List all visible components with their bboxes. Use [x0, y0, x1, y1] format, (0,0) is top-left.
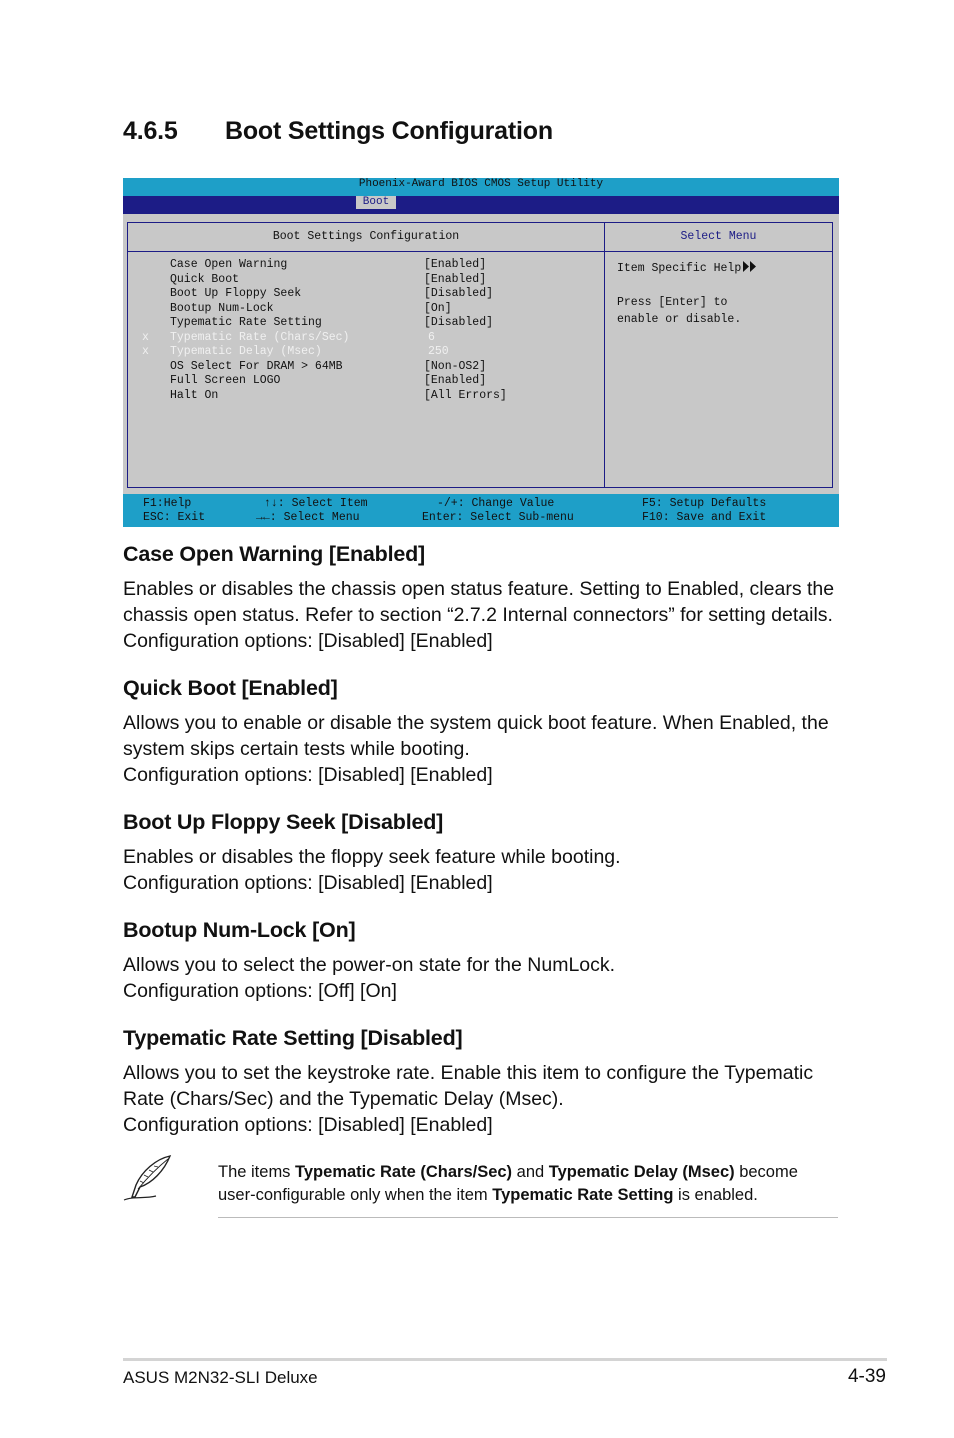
description-line: Enables or disables the chassis open status feature. Setting to Enabled, clears the	[123, 578, 835, 600]
description-line: Enables or disables the floppy seek feature while booting.	[123, 846, 621, 868]
setting-value: [All Errors]	[424, 388, 507, 402]
setting-value: 6	[428, 330, 435, 344]
setting-row-full-screen-logo[interactable]	[128, 374, 604, 389]
help-text	[617, 260, 827, 328]
setting-value: [Non-OS2]	[424, 359, 487, 373]
setting-row-floppy-seek[interactable]	[128, 287, 604, 302]
note-term: Typematic Rate Setting	[492, 1186, 674, 1204]
note-text-part: become user-configurable only when the item	[218, 1163, 798, 1204]
section-heading	[123, 117, 553, 146]
bios-divider-vertical	[604, 223, 605, 487]
help-line: enable or disable.	[617, 313, 742, 326]
note-text	[218, 1161, 838, 1207]
description-line: system skips certain tests while booting.	[123, 738, 470, 760]
setting-disabled-marker: x	[142, 330, 149, 344]
item-description-typematic-rate-setting	[123, 1060, 843, 1138]
footer-page-number: 4-39	[847, 1366, 886, 1387]
setting-value: [Enabled]	[424, 258, 487, 271]
setting-row-num-lock[interactable]	[128, 302, 604, 317]
bios-title-bar: Phoenix-Award BIOS CMOS Setup Utility	[123, 178, 839, 196]
setting-label: OS Select For DRAM > 64MB	[170, 359, 343, 373]
bios-body	[123, 214, 839, 494]
section-number: 4.6.5	[123, 117, 178, 145]
setting-label: Quick Boot	[170, 272, 240, 286]
setting-value: [Disabled]	[424, 316, 494, 329]
setting-label: Typematic Rate Setting	[170, 316, 322, 329]
setting-label: Case Open Warning	[170, 258, 288, 271]
setting-value: [Enabled]	[424, 272, 487, 286]
help-line: Press [Enter] to	[617, 296, 728, 309]
item-description-quick-boot	[123, 710, 843, 788]
item-heading-floppy-seek: Boot Up Floppy Seek [Disabled]	[123, 810, 444, 834]
item-description-num-lock	[123, 952, 843, 1004]
setting-label: Halt On	[170, 388, 219, 402]
item-heading-num-lock: Bootup Num-Lock [On]	[123, 918, 356, 942]
key-change-value: -/+: Change Value	[437, 497, 555, 510]
description-line: Configuration options: [Disabled] [Enabled]	[123, 1114, 493, 1136]
settings-list	[128, 258, 604, 403]
item-heading-typematic-rate-setting: Typematic Rate Setting [Disabled]	[123, 1026, 463, 1050]
help-heading: Item Specific Help	[617, 262, 742, 275]
item-heading-case-open-warning: Case Open Warning [Enabled]	[123, 542, 426, 566]
setting-row-halt-on[interactable]	[128, 389, 604, 404]
key-f10-save-exit: F10: Save and Exit	[642, 511, 767, 524]
item-description-floppy-seek	[123, 844, 843, 896]
key-select-submenu: Enter: Select Sub-menu	[422, 511, 574, 524]
bios-menu-bar	[123, 196, 839, 214]
setting-row-os-select[interactable]	[128, 360, 604, 375]
bios-key-legend	[123, 494, 839, 527]
setting-value: [Disabled]	[424, 287, 494, 300]
footer-product-name: ASUS M2N32-SLI Deluxe	[123, 1368, 318, 1387]
note-text-part: The items	[218, 1163, 296, 1181]
footer-rule	[123, 1358, 887, 1361]
description-line: Configuration options: [Off] [On]	[123, 980, 397, 1002]
description-line: Configuration options: [Disabled] [Enabled]	[123, 872, 493, 894]
description-line: chassis open status. Refer to section “2.7.2 Internal connectors” for setting details.	[123, 604, 833, 626]
setting-label: Boot Up Floppy Seek	[170, 287, 302, 300]
setting-label: Typematic Rate (Chars/Sec)	[170, 330, 350, 344]
setting-row-typematic-rate	[128, 331, 604, 346]
setting-label: Bootup Num-Lock	[170, 301, 274, 315]
key-esc-exit: ESC: Exit	[143, 511, 206, 524]
key-select-item: ↑↓: Select Item	[264, 497, 368, 510]
section-title: Boot Settings Configuration	[225, 117, 553, 145]
item-heading-quick-boot: Quick Boot [Enabled]	[123, 676, 338, 700]
setting-value: [On]	[424, 301, 452, 315]
note-term: Typematic Delay (Msec)	[548, 1163, 735, 1181]
description-line: Allows you to select the power-on state for the NumLock.	[123, 954, 616, 976]
description-line: Allows you to enable or disable the system quick boot feature. When Enabled, the	[123, 712, 829, 734]
setting-value: [Enabled]	[424, 374, 487, 387]
description-line: Configuration options: [Disabled] [Enabled]	[123, 764, 493, 786]
setting-label: Full Screen LOGO	[170, 374, 281, 387]
note-text-part: is enabled.	[673, 1186, 758, 1204]
description-line: Allows you to set the keystroke rate. Enable this item to configure the Typematic	[123, 1062, 814, 1084]
note-quill-icon	[122, 1153, 176, 1203]
note-box	[218, 1161, 838, 1218]
bios-screenshot	[123, 178, 839, 527]
key-f5-defaults: F5: Setup Defaults	[642, 497, 767, 510]
bios-frame	[127, 222, 833, 488]
bios-divider-horizontal	[128, 251, 832, 252]
setting-row-quick-boot[interactable]	[128, 273, 604, 288]
description-line: Rate (Chars/Sec) and the Typematic Delay (Msec).	[123, 1088, 564, 1110]
key-f1-help: F1:Help	[143, 497, 192, 510]
bios-panel-title: Boot Settings Configuration	[272, 230, 460, 243]
note-text-part: and	[512, 1163, 549, 1181]
tab-boot[interactable]: Boot	[356, 196, 396, 209]
setting-disabled-marker: x	[142, 345, 149, 358]
setting-row-case-open-warning[interactable]	[128, 258, 604, 273]
help-panel-title: Select Menu	[680, 230, 757, 243]
key-select-menu: →←: Select Menu	[256, 511, 360, 524]
setting-value: 250	[428, 345, 449, 358]
setting-label: Typematic Delay (Msec)	[170, 345, 322, 358]
setting-row-typematic-delay	[128, 345, 604, 360]
note-term: Typematic Rate (Chars/Sec)	[295, 1163, 513, 1181]
setting-row-typematic-rate-setting[interactable]	[128, 316, 604, 331]
item-description-case-open-warning	[123, 576, 843, 654]
description-line: Configuration options: [Disabled] [Enabled]	[123, 630, 493, 652]
double-chevron-right-icon	[742, 261, 758, 272]
